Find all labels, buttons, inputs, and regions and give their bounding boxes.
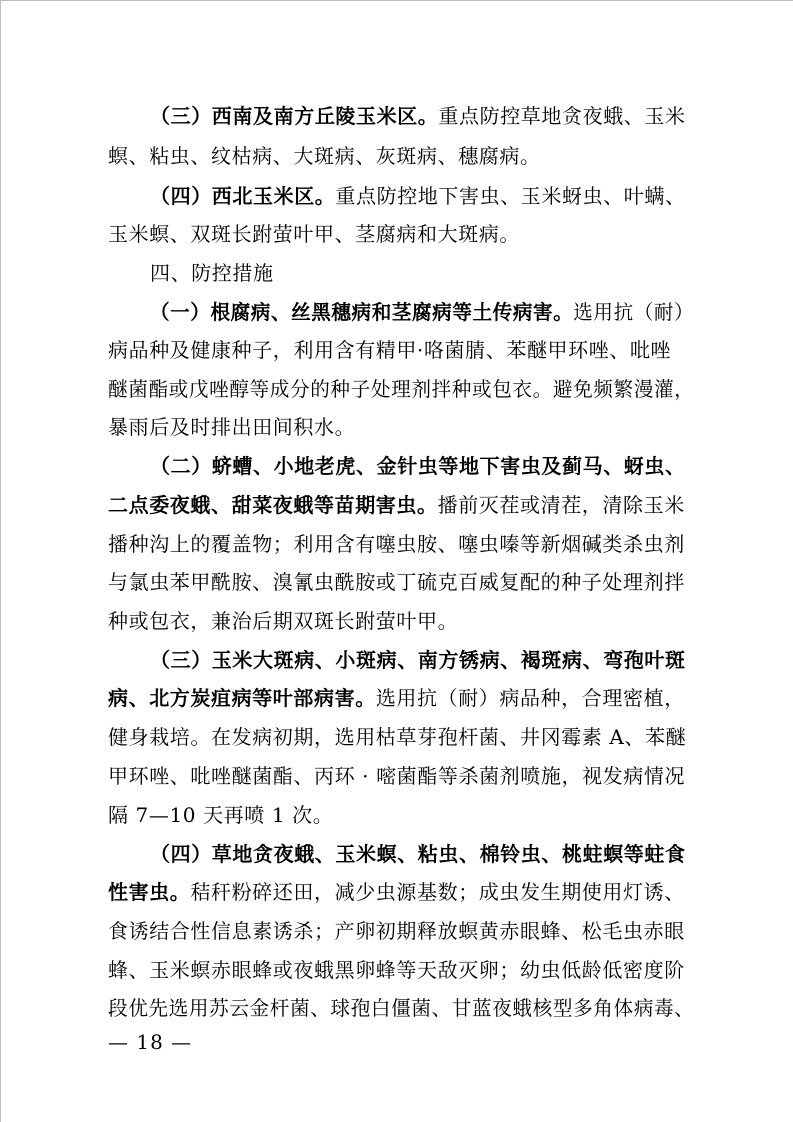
bold-heading: （三）玉米大斑病、小斑病、南方锈病、褐斑病、弯孢叶斑 bbox=[150, 648, 686, 672]
body-text: 选用抗（耐） bbox=[573, 300, 695, 324]
bold-heading: （四）西北玉米区。 bbox=[150, 184, 336, 208]
page-number: — 18 — bbox=[108, 1030, 193, 1054]
section-heading bbox=[150, 253, 694, 293]
paragraph-line bbox=[108, 872, 694, 912]
bold-heading: 病、北方炭疽病等叶部病害。 bbox=[108, 686, 376, 710]
paragraph-line bbox=[108, 407, 694, 447]
paragraph-line bbox=[108, 562, 694, 602]
body-text: 食诱结合性信息素诱杀；产卵初期释放螟黄赤眼蜂、松毛虫赤眼 bbox=[108, 919, 685, 943]
bold-heading: （二）蛴螬、小地老虎、金针虫等地下害虫及蓟马、蚜虫、 bbox=[150, 454, 686, 478]
body-text: 重点防控地下害虫、玉米蚜虫、叶螨、 bbox=[335, 184, 686, 208]
body-text: 秸秆粉碎还田，减少虫源基数；成虫发生期使用灯诱、 bbox=[190, 880, 685, 904]
paragraph-line bbox=[108, 524, 694, 564]
body-text: 与氯虫苯甲酰胺、溴氰虫酰胺或丁硫克百威复配的种子处理剂拌 bbox=[108, 570, 685, 594]
paragraph-line bbox=[150, 96, 694, 136]
paragraph-line bbox=[108, 911, 694, 951]
paragraph-line bbox=[108, 795, 694, 835]
body-text: 蜂、玉米螟赤眼蜂或夜蛾黑卵蜂等天敌灭卵；幼虫低龄低密度阶 bbox=[108, 958, 685, 982]
paragraph-line bbox=[150, 292, 695, 332]
paragraph-line bbox=[108, 717, 694, 757]
paragraph-line bbox=[150, 446, 694, 486]
paragraph-line bbox=[108, 950, 694, 990]
paragraph-line bbox=[108, 330, 694, 370]
paragraph-line bbox=[108, 678, 694, 718]
body-text: 播种沟上的覆盖物；利用含有噻虫胺、噻虫嗪等新烟碱类杀虫剂 bbox=[108, 532, 685, 556]
bold-heading: （一）根腐病、丝黑穗病和茎腐病等土传病害。 bbox=[150, 300, 574, 324]
paragraph-line bbox=[108, 136, 694, 176]
paragraph-line bbox=[108, 601, 694, 641]
body-text: 段优先选用苏云金杆菌、球孢白僵菌、甘蓝夜蛾核型多角体病毒、 bbox=[108, 996, 695, 1020]
paragraph-line bbox=[150, 834, 694, 874]
body-text: 醚菌酯或戊唑醇等成分的种子处理剂拌种或包衣。避免频繁漫灌， bbox=[108, 377, 695, 401]
paragraph-line bbox=[150, 176, 694, 216]
paragraph-line bbox=[108, 369, 695, 409]
paragraph-line bbox=[108, 756, 694, 796]
body-text: 玉米螟、双斑长跗萤叶甲、茎腐病和大斑病。 bbox=[108, 222, 520, 246]
body-text: 播前灭茬或清茬，清除玉米 bbox=[437, 493, 685, 517]
body-text: 四、防控措施 bbox=[150, 261, 274, 285]
body-text: 健身栽培。在发病初期，选用枯草芽孢杆菌、井冈霉素 A、苯醚 bbox=[108, 725, 687, 749]
bold-heading: 性害虫。 bbox=[108, 880, 191, 904]
body-text: 螟、粘虫、纹枯病、大斑病、灰斑病、穗腐病。 bbox=[108, 144, 541, 168]
body-text: 选用抗（耐）病品种，合理密植， bbox=[375, 686, 685, 710]
body-text: 暴雨后及时排出田间积水。 bbox=[108, 415, 356, 439]
bold-heading: （三）西南及南方丘陵玉米区。 bbox=[150, 104, 439, 128]
paragraph-line bbox=[108, 214, 694, 254]
bold-heading: （四）草地贪夜蛾、玉米螟、粘虫、棉铃虫、桃蛀螟等蛀食 bbox=[150, 842, 686, 866]
paragraph-line bbox=[108, 485, 694, 525]
paragraph-line bbox=[108, 988, 695, 1028]
body-text: 重点防控草地贪夜蛾、玉米 bbox=[438, 104, 686, 128]
paragraph-line bbox=[150, 640, 694, 680]
body-text: 甲环唑、吡唑醚菌酯、丙环 · 嘧菌酯等杀菌剂喷施，视发病情况 bbox=[108, 764, 686, 788]
bold-heading: 二点委夜蛾、甜菜夜蛾等苗期害虫。 bbox=[108, 493, 438, 517]
body-text: 种或包衣，兼治后期双斑长跗萤叶甲。 bbox=[108, 609, 459, 633]
body-text: 隔 7—10 天再喷 1 次。 bbox=[108, 803, 334, 827]
body-text: 病品种及健康种子，利用含有精甲·咯菌腈、苯醚甲环唑、吡唑 bbox=[108, 338, 672, 362]
